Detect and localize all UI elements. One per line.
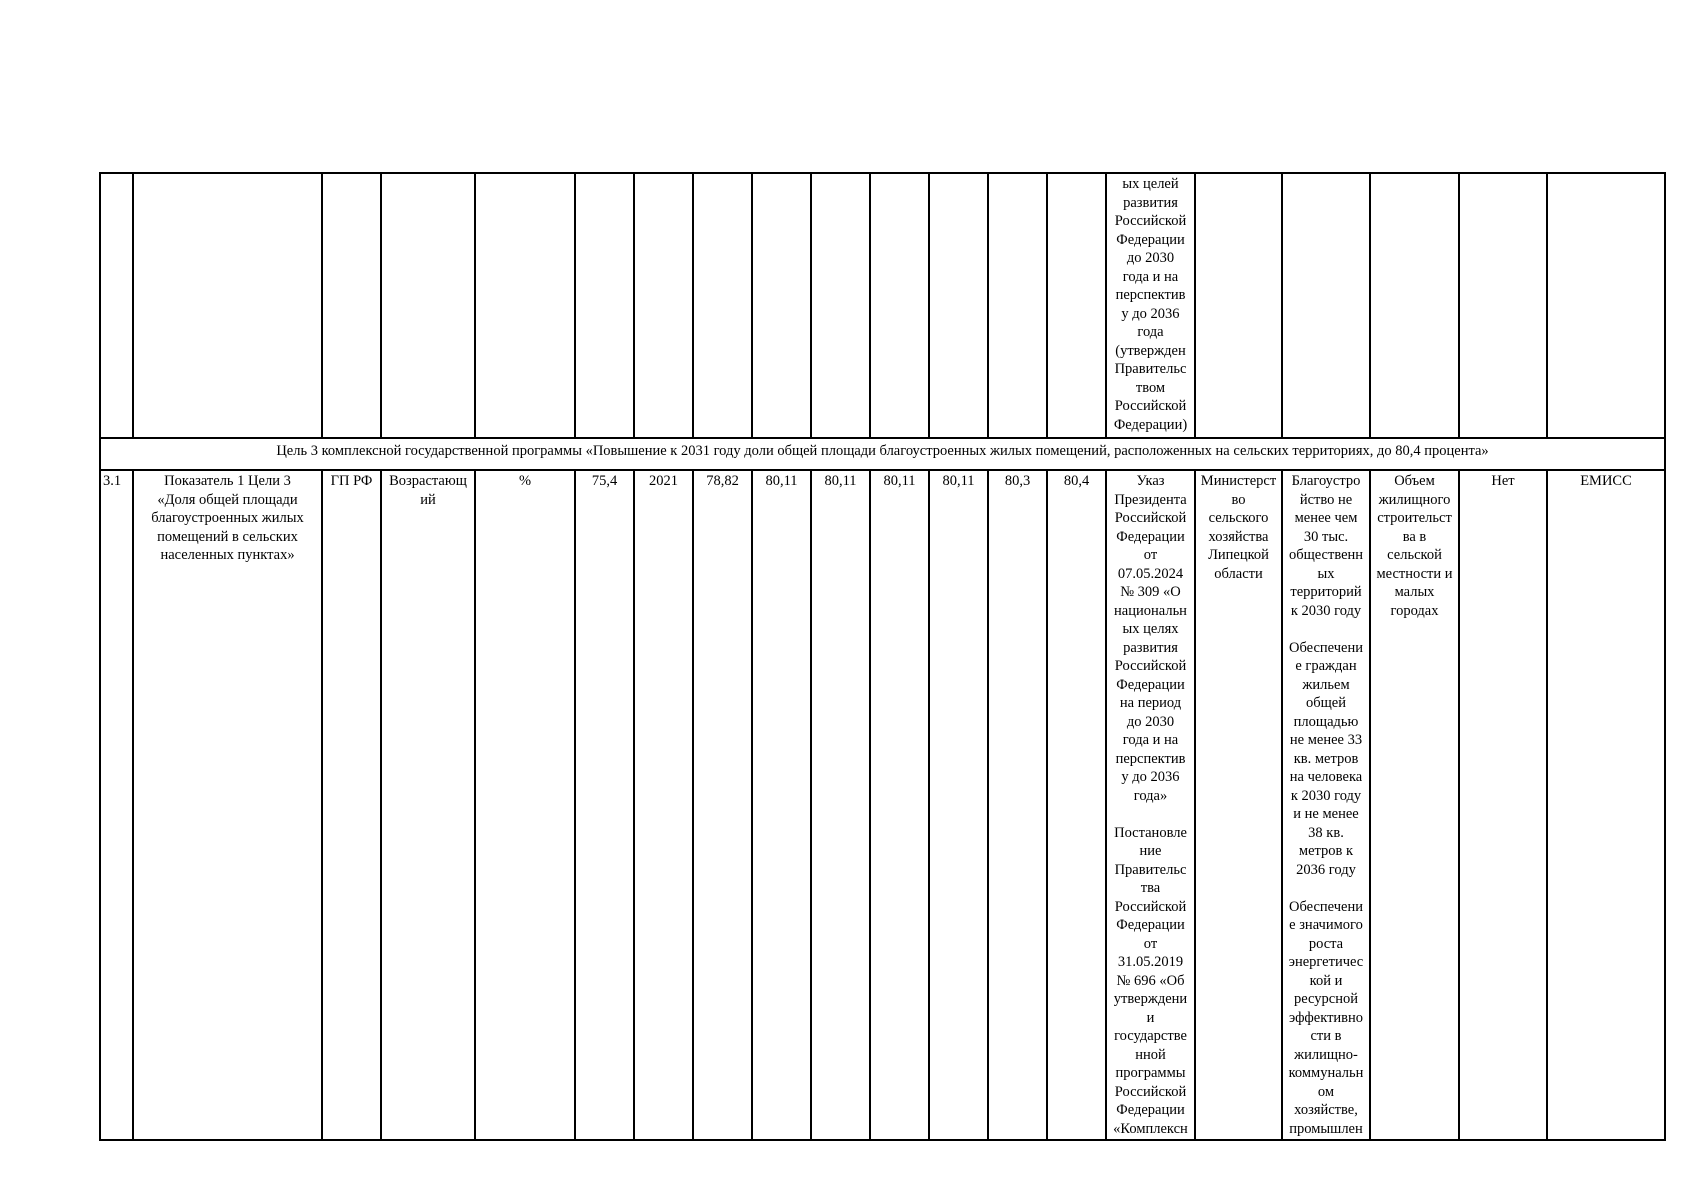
cell-empty: [634, 173, 693, 438]
cell-empty: [1047, 173, 1106, 438]
year-value: 80,11: [752, 470, 811, 1140]
data-source: ЕМИСС: [1547, 470, 1665, 1140]
indicator-number: 3.1: [100, 470, 133, 1140]
year-value: 80,11: [811, 470, 870, 1140]
national-goal: Благоустро йство не менее чем 30 тыс. общественн ых территорий к 2030 году Обеспечени е граждан жильем общей площадью не менее 33 кв. метров на человека к 2030 году и не менее 38 кв. метров к 2036 году Обеспечени е значимого роста энергетичес кой и ресурсной эффективно сти в жилищно- коммунальн ом хозяйстве, промышлен: [1282, 470, 1370, 1140]
year-value: 80,11: [929, 470, 988, 1140]
year-value: 80,11: [870, 470, 929, 1140]
cell-empty: [870, 173, 929, 438]
indicator-level: ГП РФ: [322, 470, 381, 1140]
year-value: 78,82: [693, 470, 752, 1140]
cell-empty: [1547, 173, 1665, 438]
cell-empty: [811, 173, 870, 438]
cell-empty: [988, 173, 1047, 438]
cell-empty: [1282, 173, 1370, 438]
cell-empty: [752, 173, 811, 438]
base-year: 2021: [634, 470, 693, 1140]
information-system: Нет: [1459, 470, 1547, 1140]
year-value: 80,3: [988, 470, 1047, 1140]
continued-row: [100, 173, 1665, 438]
cell-empty: [575, 173, 634, 438]
cell-empty: [1370, 173, 1459, 438]
cell-empty: [133, 173, 322, 438]
basis-document-continued: ых целей развития Российской Федерации до 2030 года и на перспектив у до 2036 года (утвержден Правительс твом Российской Федерации): [1106, 173, 1195, 438]
goal-row: [100, 438, 1665, 470]
base-value: 75,4: [575, 470, 634, 1140]
year-value: 80,4: [1047, 470, 1106, 1140]
responsible-body: Министерст во сельского хозяйства Липецкой области: [1195, 470, 1282, 1140]
linked-indicator: Объем жилищного строительст ва в сельской местности и малых городах: [1370, 470, 1459, 1140]
goal-heading: Цель 3 комплексной государственной программы «Повышение к 2031 году доли общей площади благоустроенных жилых помещений, расположенных на сельских территориях, до 80,4 процента»: [100, 438, 1665, 470]
cell-empty: [381, 173, 475, 438]
cell-empty: [1459, 173, 1547, 438]
indicator-trend: Возрастающ ий: [381, 470, 475, 1140]
cell-empty: [322, 173, 381, 438]
cell-empty: [1195, 173, 1282, 438]
cell-empty: [693, 173, 752, 438]
indicators-table: [99, 172, 1666, 1141]
indicator-name: Показатель 1 Цели 3 «Доля общей площади благоустроенных жилых помещений в сельских населенных пунктах»: [133, 470, 322, 1140]
unit-of-measure: %: [475, 470, 575, 1140]
cell-empty: [100, 173, 133, 438]
indicator-row: [100, 470, 1665, 1140]
cell-empty: [929, 173, 988, 438]
cell-empty: [475, 173, 575, 438]
basis-document: Указ Президента Российской Федерации от 07.05.2024 № 309 «О национальн ых целях развития Российской Федерации на период до 2030 года и на перспектив у до 2036 года» Постановле ние Правительс тва Российской Федерации от 31.05.2019 № 696 «Об утверждени и государстве нной программы Российской Федерации «Комплексн: [1106, 470, 1195, 1140]
